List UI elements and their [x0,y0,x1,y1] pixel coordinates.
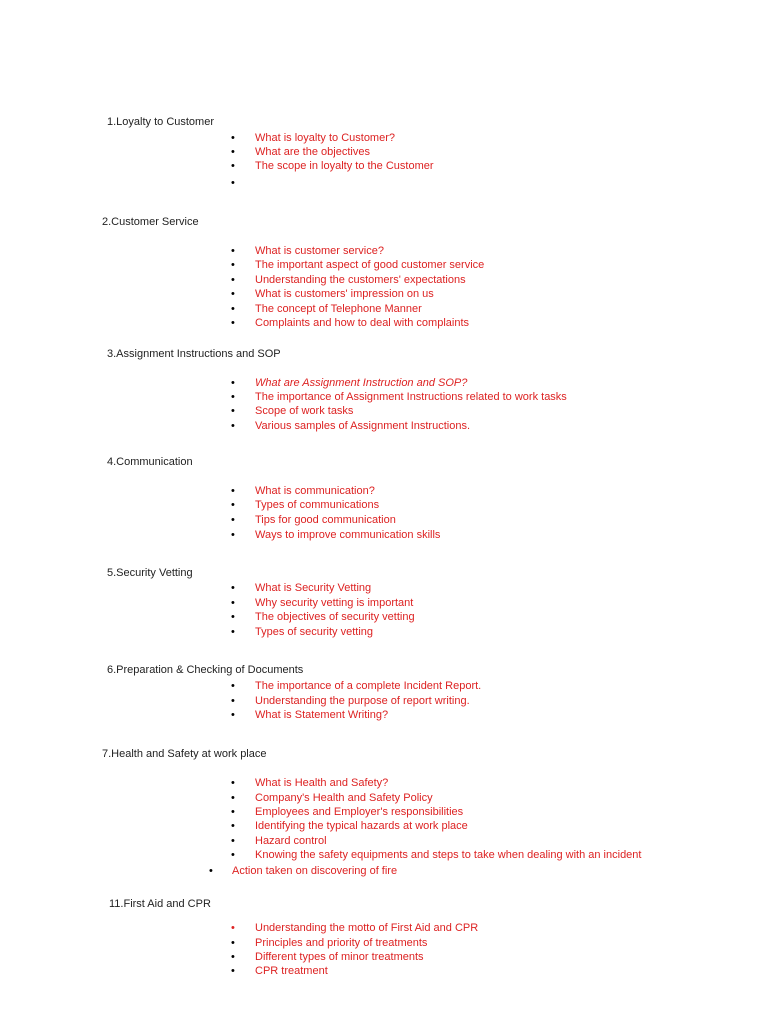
bullet-icon: • [231,529,235,541]
bullet-icon: • [231,405,235,417]
bullet-icon: • [231,680,235,692]
list-item: Why security vetting is important [255,597,414,609]
list-item: The importance of Assignment Instructions related to work tasks [255,391,567,403]
list-item: Understanding the motto of First Aid and CPR [255,922,479,934]
list-item: What is Health and Safety? [255,777,389,789]
list-item: Different types of minor treatments [255,951,424,963]
bullet-icon: • [231,274,235,286]
list-item: What are the objectives [255,146,370,158]
list-item: Action taken on discovering of fire [232,865,398,877]
list-item: Types of communications [255,499,380,511]
section-heading: 5.Security Vetting [107,567,193,579]
bullet-icon: • [231,965,235,977]
list-item: Knowing the safety equipments and steps to take when dealing with an incident [255,849,642,861]
list-item: What is customer service? [255,245,384,257]
list-item: The importance of a complete Incident Report. [255,680,482,692]
list-item: What is Statement Writing? [255,709,389,721]
bullet-icon: • [231,514,235,526]
bullet-icon: • [231,922,235,934]
bullet-icon: • [231,792,235,804]
bullet-icon: • [231,485,235,497]
bullet-icon: • [231,259,235,271]
bullet-icon: • [231,820,235,832]
section-heading: 7.Health and Safety at work place [102,748,267,760]
list-item: The scope in loyalty to the Customer [255,160,434,172]
bullet-icon: • [231,177,235,189]
list-item: What are Assignment Instruction and SOP? [255,377,468,389]
list-item: Tips for good communication [255,514,396,526]
list-item: What is Security Vetting [255,582,372,594]
bullet-icon: • [231,597,235,609]
bullet-icon: • [231,420,235,432]
list-item: Various samples of Assignment Instructions. [255,420,471,432]
list-item: Ways to improve communication skills [255,529,441,541]
bullet-icon: • [231,777,235,789]
bullet-icon: • [231,499,235,511]
bullet-icon: • [231,951,235,963]
bullet-icon: • [231,806,235,818]
list-item: Understanding the customers' expectations [255,274,466,286]
bullet-icon: • [231,317,235,329]
section-heading: 6.Preparation & Checking of Documents [107,664,304,676]
list-item: Complaints and how to deal with complaints [255,317,470,329]
section-heading: 3.Assignment Instructions and SOP [107,348,281,360]
bullet-icon: • [231,391,235,403]
section-heading: 11.First Aid and CPR [109,898,211,910]
list-item: What is customers' impression on us [255,288,434,300]
list-item: What is loyalty to Customer? [255,132,395,144]
section-heading: 2.Customer Service [102,216,199,228]
bullet-icon: • [231,835,235,847]
list-item: The important aspect of good customer service [255,259,485,271]
bullet-icon: • [231,849,235,861]
bullet-icon: • [231,146,235,158]
bullet-icon: • [231,303,235,315]
section-heading: 4.Communication [107,456,193,468]
bullet-icon: • [231,626,235,638]
list-item: Hazard control [255,835,327,847]
list-item: Types of security vetting [255,626,373,638]
list-item: Company's Health and Safety Policy [255,792,433,804]
list-item: What is communication? [255,485,375,497]
bullet-icon: • [231,695,235,707]
list-item: Employees and Employer's responsibilities [255,806,464,818]
bullet-icon: • [231,288,235,300]
list-item: The concept of Telephone Manner [255,303,422,315]
bullet-icon: • [209,865,213,877]
section-heading: 1.Loyalty to Customer [107,116,214,128]
bullet-icon: • [231,611,235,623]
list-item: CPR treatment [255,965,328,977]
list-item: Scope of work tasks [255,405,354,417]
bullet-icon: • [231,160,235,172]
bullet-icon: • [231,377,235,389]
list-item: Principles and priority of treatments [255,937,428,949]
bullet-icon: • [231,937,235,949]
list-item: Identifying the typical hazards at work place [255,820,468,832]
bullet-icon: • [231,132,235,144]
bullet-icon: • [231,245,235,257]
list-item: The objectives of security vetting [255,611,415,623]
list-item: Understanding the purpose of report writing. [255,695,470,707]
bullet-icon: • [231,709,235,721]
bullet-icon: • [231,582,235,594]
